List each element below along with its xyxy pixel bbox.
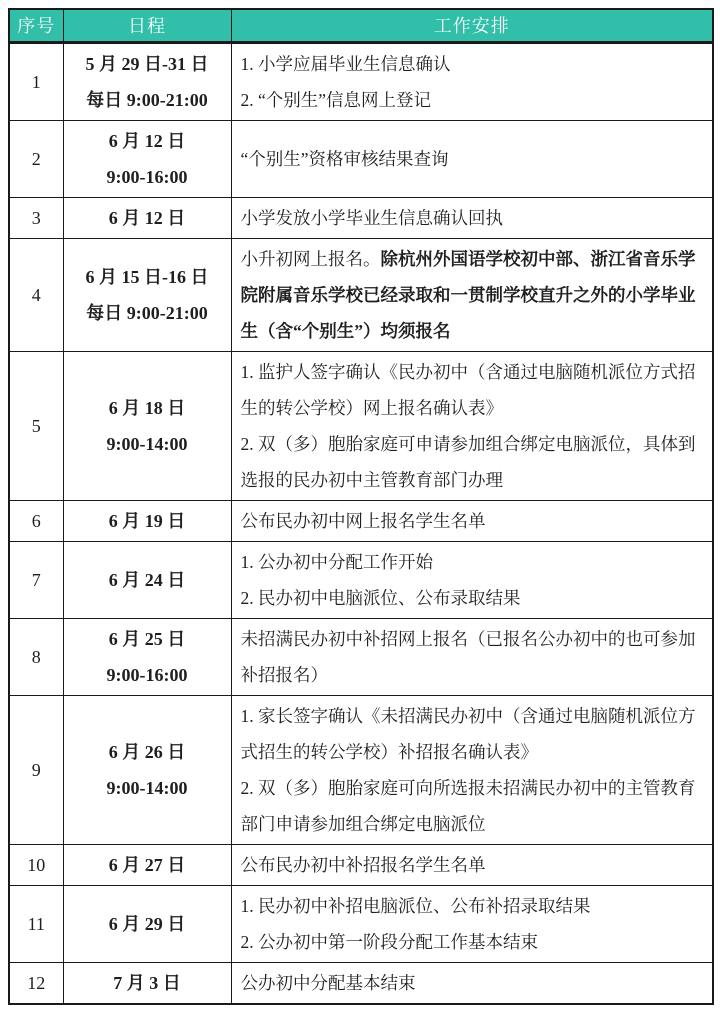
- work-cell: [231, 238, 713, 351]
- date-line: 6 月 26 日: [108, 741, 186, 762]
- date-cell: [63, 541, 231, 618]
- date-line: 6 月 24 日: [108, 569, 186, 590]
- date-line: 6 月 15 日-16 日: [85, 266, 209, 287]
- header-col-work: 工作安排: [231, 9, 713, 42]
- task-text: 未招满民办初中补招网上报名（已报名公办初中的也可参加补招报名）: [240, 628, 696, 685]
- table-body: [9, 42, 713, 1004]
- task-text: 1. 家长签字确认《未招满民办初中（含通过电脑随机派位方式招生的转公学校）补招报名确认表》: [240, 705, 696, 762]
- table-row: [9, 695, 713, 844]
- task-text: 2. 民办初中电脑派位、公布录取结果: [240, 587, 521, 608]
- work-cell: [231, 541, 713, 618]
- date-line: 6 月 12 日: [108, 130, 186, 151]
- work-cell: [231, 962, 713, 1004]
- date-cell: [63, 500, 231, 541]
- task-text: 2. 双（多）胞胎家庭可向所选报未招满民办初中的主管教育部门申请参加组合绑定电脑派位: [240, 777, 696, 834]
- date-line: 6 月 19 日: [108, 510, 186, 531]
- work-cell: [231, 695, 713, 844]
- task-line: [241, 503, 707, 539]
- header-col-date: 日程: [63, 9, 231, 42]
- date-cell: [63, 42, 231, 120]
- task-text: 公布民办初中网上报名学生名单: [240, 510, 486, 531]
- task-line: [241, 847, 707, 883]
- row-number: 11: [9, 885, 63, 962]
- table-row: [9, 541, 713, 618]
- row-number: 7: [9, 541, 63, 618]
- task-line: [241, 965, 707, 1001]
- date-line: 5 月 29 日-31 日: [85, 53, 209, 74]
- work-cell: [231, 351, 713, 500]
- table-header: [9, 9, 713, 42]
- date-line: 9:00-14:00: [106, 777, 188, 798]
- task-line: [241, 46, 707, 82]
- table-row: [9, 42, 713, 120]
- row-number: 5: [9, 351, 63, 500]
- work-cell: [231, 500, 713, 541]
- table-row: [9, 120, 713, 197]
- table-row: [9, 351, 713, 500]
- work-cell: [231, 197, 713, 238]
- work-cell: [231, 42, 713, 120]
- date-cell: [63, 962, 231, 1004]
- task-text: “个别生”资格审核结果查询: [240, 148, 449, 169]
- date-line: 6 月 18 日: [108, 397, 186, 418]
- row-number: 8: [9, 618, 63, 695]
- row-number: 1: [9, 42, 63, 120]
- row-number: 12: [9, 962, 63, 1004]
- task-text-bold: 除杭州外国语学校初中部、浙江省音乐学院附属音乐学校已经录取和一贯制学校直升之外的小学毕业生（含“个别生”）均须报名: [240, 248, 696, 341]
- table-row: [9, 962, 713, 1004]
- date-cell: [63, 238, 231, 351]
- table-row: [9, 500, 713, 541]
- date-line: 9:00-16:00: [106, 166, 188, 187]
- date-cell: [63, 844, 231, 885]
- task-line: [241, 544, 707, 580]
- task-line: [241, 82, 707, 118]
- task-line: [241, 770, 707, 842]
- task-line: [241, 200, 707, 236]
- row-number: 3: [9, 197, 63, 238]
- date-line: 每日 9:00-21:00: [86, 302, 208, 323]
- date-cell: [63, 120, 231, 197]
- date-line: 6 月 29 日: [108, 913, 186, 934]
- task-text: 2. 公办初中第一阶段分配工作基本结束: [240, 931, 538, 952]
- task-line: [241, 698, 707, 770]
- date-cell: [63, 351, 231, 500]
- table-row: [9, 238, 713, 351]
- work-cell: [231, 885, 713, 962]
- row-number: 4: [9, 238, 63, 351]
- task-line: [241, 924, 707, 960]
- date-cell: [63, 695, 231, 844]
- task-text: 1. 小学应届毕业生信息确认: [240, 53, 451, 74]
- row-number: 2: [9, 120, 63, 197]
- date-line: 6 月 25 日: [108, 628, 186, 649]
- task-text: 1. 公办初中分配工作开始: [240, 551, 433, 572]
- task-line: [241, 354, 707, 426]
- table-row: [9, 618, 713, 695]
- task-text: 1. 民办初中补招电脑派位、公布补招录取结果: [240, 895, 591, 916]
- task-text: 公布民办初中补招报名学生名单: [240, 854, 486, 875]
- task-text: 公办初中分配基本结束: [240, 972, 416, 993]
- enrollment-schedule-table: [8, 8, 714, 1005]
- date-cell: [63, 618, 231, 695]
- header-row: [9, 9, 713, 42]
- task-text: 2. “个别生”信息网上登记: [240, 89, 432, 110]
- work-cell: [231, 120, 713, 197]
- row-number: 9: [9, 695, 63, 844]
- date-cell: [63, 197, 231, 238]
- task-line: [241, 621, 707, 693]
- task-text: 2. 双（多）胞胎家庭可申请参加组合绑定电脑派位，具体到选报的民办初中主管教育部门办理: [240, 433, 696, 490]
- date-line: 每日 9:00-21:00: [86, 89, 208, 110]
- task-text: 小升初网上报名。: [240, 248, 381, 269]
- date-line: 9:00-16:00: [106, 664, 188, 685]
- table-row: [9, 885, 713, 962]
- task-line: [241, 426, 707, 498]
- row-number: 6: [9, 500, 63, 541]
- row-number: 10: [9, 844, 63, 885]
- task-line: [241, 141, 707, 177]
- task-line: [241, 241, 707, 349]
- table-row: [9, 197, 713, 238]
- table-row: [9, 844, 713, 885]
- header-col-number: 序号: [9, 9, 63, 42]
- date-line: 9:00-14:00: [106, 433, 188, 454]
- date-cell: [63, 885, 231, 962]
- work-cell: [231, 618, 713, 695]
- date-line: 6 月 27 日: [108, 854, 186, 875]
- date-line: 6 月 12 日: [108, 207, 186, 228]
- date-line: 7 月 3 日: [113, 972, 181, 993]
- task-text: 1. 监护人签字确认《民办初中（含通过电脑随机派位方式招生的转公学校）网上报名确认表》: [240, 361, 696, 418]
- task-line: [241, 580, 707, 616]
- task-line: [241, 888, 707, 924]
- work-cell: [231, 844, 713, 885]
- task-text: 小学发放小学毕业生信息确认回执: [240, 207, 503, 228]
